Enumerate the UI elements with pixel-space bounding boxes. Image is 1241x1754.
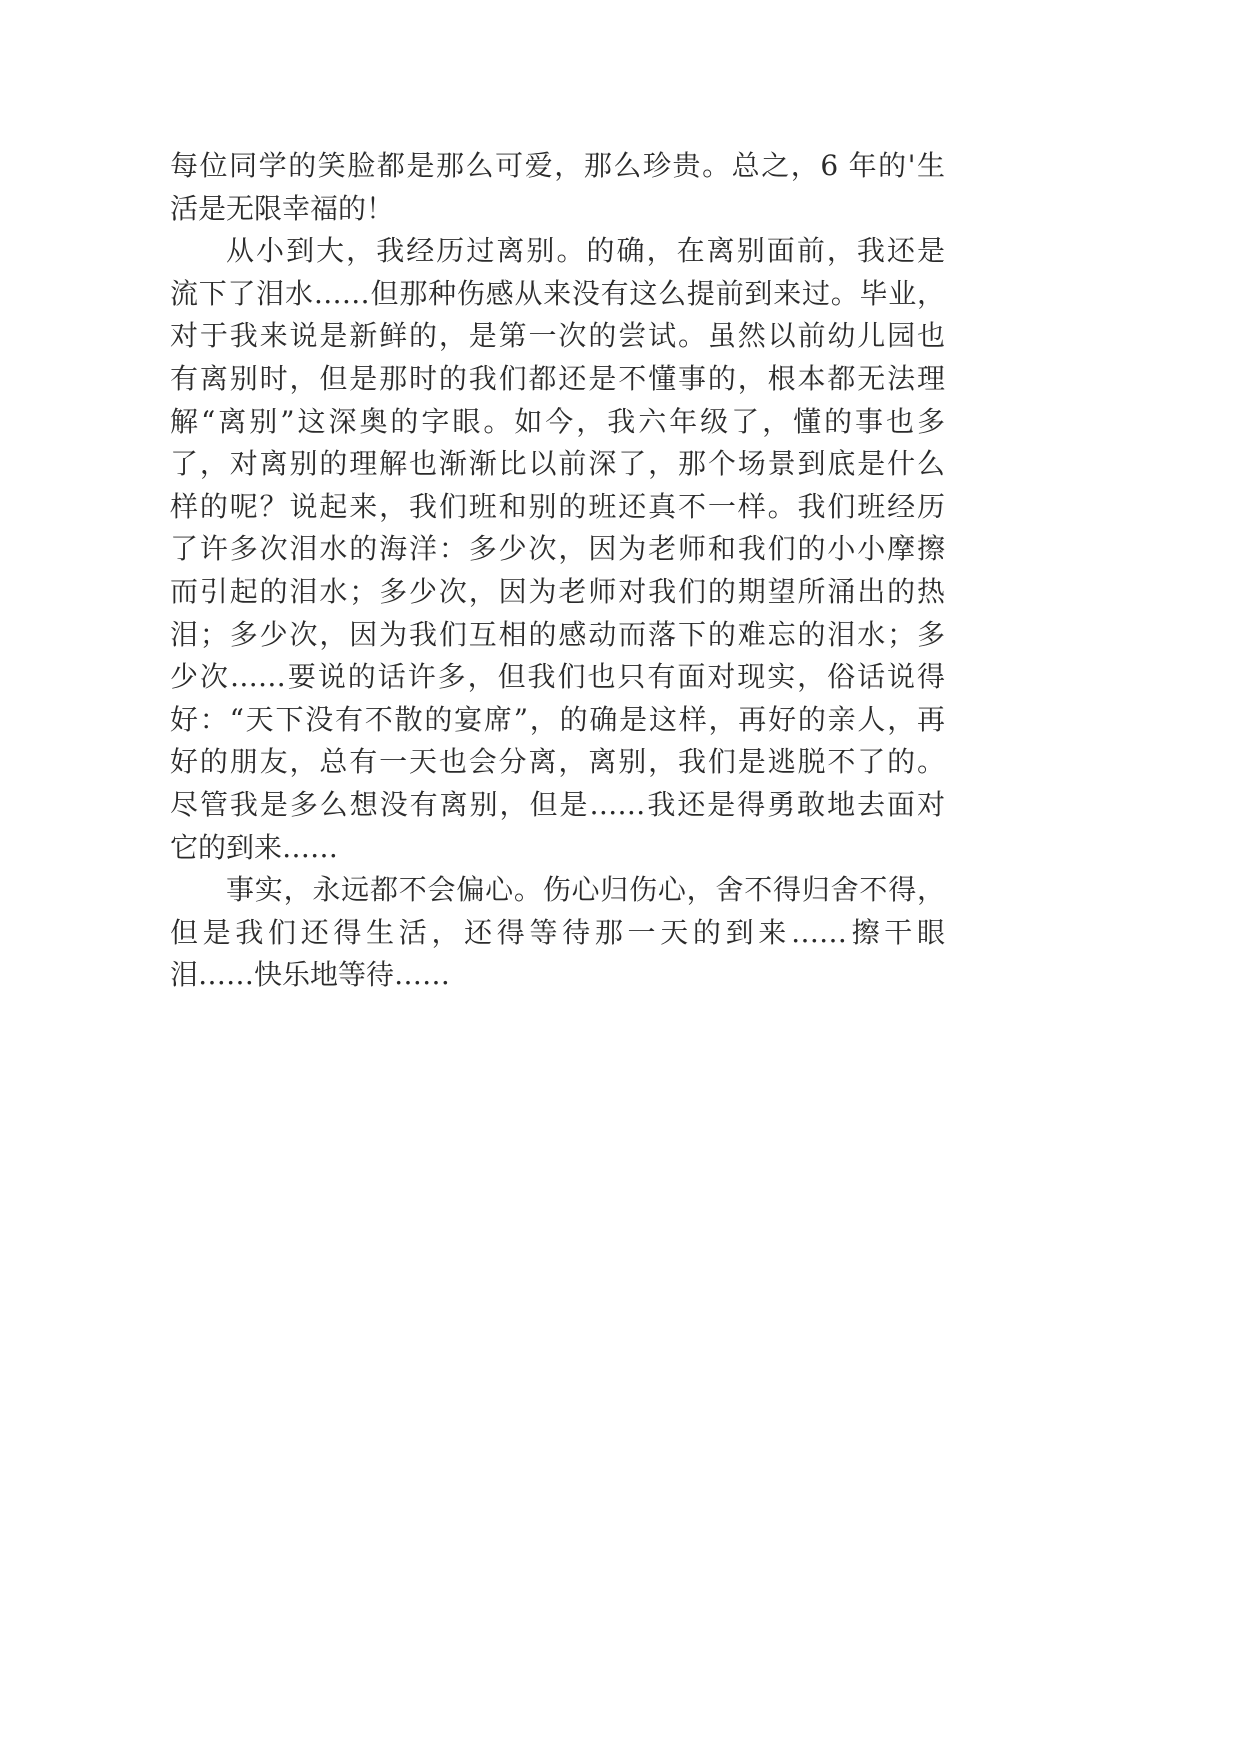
text-line: 好的朋友，总有一天也会分离，离别，我们是逃脱不了的。 [170,745,945,779]
text-line: 活是无限幸福的！ [170,191,395,225]
text-line: 解“离别”这深奥的字眼。如今，我六年级了，懂的事也多 [170,404,945,438]
text-line: 而引起的泪水；多少次，因为老师对我们的期望所涌出的热 [170,574,945,608]
text-line: 从小到大，我经历过离别。的确，在离别面前，我还是 [226,234,945,268]
text-line: 对于我来说是新鲜的，是第一次的尝试。虽然以前幼儿园也 [170,319,945,353]
text-line: 好：“天下没有不散的宴席”，的确是这样，再好的亲人，再 [170,702,945,736]
paragraph-3 [170,869,945,997]
text-line: 流下了泪水……但那种伤感从来没有这么提前到来过。毕业， [170,276,945,310]
paragraph-2 [170,230,945,869]
document-body [170,145,945,997]
text-line: 泪；多少次，因为我们互相的感动而落下的难忘的泪水；多 [170,617,945,651]
text-line: 事实，永远都不会偏心。伤心归伤心，舍不得归舍不得， [226,873,945,907]
text-line: 但是我们还得生活，还得等待那一天的到来……擦干眼 [170,915,945,949]
text-line: 它的到来…… [170,830,339,864]
text-line: 有离别时，但是那时的我们都还是不懂事的，根本都无法理 [170,361,945,395]
text-line: 了，对离别的理解也渐渐比以前深了，那个场景到底是什么 [170,447,945,481]
text-line: 少次……要说的话许多，但我们也只有面对现实，俗话说得 [170,660,945,694]
text-line: 了许多次泪水的海洋：多少次，因为老师和我们的小小摩擦 [170,532,945,566]
paragraph-1 [170,145,945,230]
text-line: 泪……快乐地等待…… [170,958,451,992]
text-line: 尽管我是多么想没有离别，但是……我还是得勇敢地去面对 [170,787,945,821]
text-line: 每位同学的笑脸都是那么可爱，那么珍贵。总之，6 年的'生 [170,149,945,182]
text-line: 样的呢？说起来，我们班和别的班还真不一样。我们班经历 [170,489,945,523]
